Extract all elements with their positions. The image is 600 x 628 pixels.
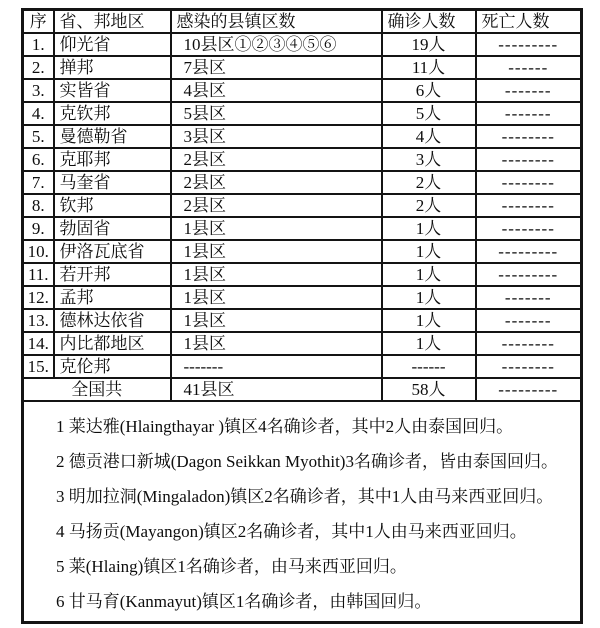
cell-districts: 1县区 — [171, 217, 382, 240]
cell-deaths: -------- — [476, 217, 582, 240]
cell-confirmed: 3人 — [382, 148, 476, 171]
cell-no: 3. — [23, 79, 54, 102]
cell-region: 仰光省 — [54, 33, 171, 56]
cell-deaths: -------- — [476, 171, 582, 194]
footnotes-cell — [23, 401, 582, 623]
cell-no: 2. — [23, 56, 54, 79]
cell-no: 8. — [23, 194, 54, 217]
cell-districts: 2县区 — [171, 148, 382, 171]
cell-region: 克伦邦 — [54, 355, 171, 378]
cell-deaths: --------- — [476, 33, 582, 56]
cell-deaths: -------- — [476, 355, 582, 378]
table-row — [23, 217, 582, 240]
cell-districts: 1县区 — [171, 240, 382, 263]
table-row — [23, 309, 582, 332]
cell-total-confirmed: 58人 — [382, 378, 476, 401]
footnote-line: 5 莱(Hlaing)镇区1名确诊者，由马来西亚回归。 — [56, 557, 407, 576]
footnote-line: 4 马扬贡(Mayangon)镇区2名确诊者，其中1人由马来西亚回归。 — [56, 522, 527, 541]
cell-confirmed: 2人 — [382, 194, 476, 217]
cell-districts: 1县区 — [171, 263, 382, 286]
col-header-no: 序 — [23, 10, 54, 34]
cell-confirmed: 19人 — [382, 33, 476, 56]
table-row — [23, 355, 582, 378]
cell-total-label: 全国共 — [23, 378, 171, 401]
cell-confirmed: 1人 — [382, 286, 476, 309]
cell-deaths: -------- — [476, 332, 582, 355]
cell-no: 11. — [23, 263, 54, 286]
cell-districts: 4县区 — [171, 79, 382, 102]
cell-districts: ------- — [171, 355, 382, 378]
cell-deaths: --------- — [476, 263, 582, 286]
col-header-deaths: 死亡人数 — [476, 10, 582, 34]
cell-no: 4. — [23, 102, 54, 125]
table-row — [23, 263, 582, 286]
cell-no: 1. — [23, 33, 54, 56]
table-row — [23, 125, 582, 148]
table-row — [23, 240, 582, 263]
col-header-confirmed: 确诊人数 — [382, 10, 476, 34]
cell-deaths: ------ — [476, 56, 582, 79]
cell-region: 若开邦 — [54, 263, 171, 286]
cell-deaths: -------- — [476, 194, 582, 217]
cell-districts: 2县区 — [171, 171, 382, 194]
cell-confirmed: 5人 — [382, 102, 476, 125]
cell-region: 德林达依省 — [54, 309, 171, 332]
cell-confirmed: 6人 — [382, 79, 476, 102]
cell-confirmed: 4人 — [382, 125, 476, 148]
table-row — [23, 171, 582, 194]
cell-confirmed: 2人 — [382, 171, 476, 194]
footnote-line: 3 明加拉洞(Mingaladon)镇区2名确诊者，其中1人由马来西亚回归。 — [56, 487, 554, 506]
table-total-row — [23, 378, 582, 401]
cell-region: 勃固省 — [54, 217, 171, 240]
cell-districts: 1县区 — [171, 309, 382, 332]
cell-districts: 1县区 — [171, 332, 382, 355]
cell-deaths: ------- — [476, 309, 582, 332]
table-row — [23, 332, 582, 355]
cell-confirmed: 1人 — [382, 263, 476, 286]
footnote-line: 1 莱达雅(Hlaingthayar )镇区4名确诊者，其中2人由泰国回归。 — [56, 417, 514, 436]
cell-deaths: ------- — [476, 79, 582, 102]
table-row — [23, 102, 582, 125]
cell-no: 15. — [23, 355, 54, 378]
table-row — [23, 148, 582, 171]
footnote-line: 2 德贡港口新城(Dagon Seikkan Myothit)3名确诊者，皆由泰国回归。 — [56, 452, 558, 471]
cell-confirmed: 1人 — [382, 332, 476, 355]
table-row — [23, 33, 582, 56]
table-row — [23, 56, 582, 79]
cell-region: 克钦邦 — [54, 102, 171, 125]
cell-no: 12. — [23, 286, 54, 309]
cell-confirmed: 1人 — [382, 309, 476, 332]
table-row — [23, 286, 582, 309]
cell-total-deaths: --------- — [476, 378, 582, 401]
cell-no: 6. — [23, 148, 54, 171]
cell-no: 13. — [23, 309, 54, 332]
cell-no: 5. — [23, 125, 54, 148]
cell-districts: 10县区①②③④⑤⑥ — [171, 33, 382, 56]
cell-no: 9. — [23, 217, 54, 240]
cell-confirmed: 1人 — [382, 217, 476, 240]
cell-region: 实皆省 — [54, 79, 171, 102]
cell-region: 曼德勒省 — [54, 125, 171, 148]
cell-region: 伊洛瓦底省 — [54, 240, 171, 263]
cell-districts: 1县区 — [171, 286, 382, 309]
cell-total-districts: 41县区 — [171, 378, 382, 401]
table-header-row — [23, 10, 582, 34]
cell-districts: 3县区 — [171, 125, 382, 148]
footnote-line: 6 甘马育(Kanmayut)镇区1名确诊者，由韩国回归。 — [56, 592, 432, 611]
cell-no: 10. — [23, 240, 54, 263]
cell-confirmed: 11人 — [382, 56, 476, 79]
table-row — [23, 194, 582, 217]
cell-region: 克耶邦 — [54, 148, 171, 171]
cell-no: 7. — [23, 171, 54, 194]
cell-districts: 2县区 — [171, 194, 382, 217]
table-row — [23, 79, 582, 102]
cell-deaths: -------- — [476, 148, 582, 171]
cell-region: 钦邦 — [54, 194, 171, 217]
cell-districts: 7县区 — [171, 56, 382, 79]
cell-deaths: --------- — [476, 240, 582, 263]
cell-region: 内比都地区 — [54, 332, 171, 355]
col-header-districts: 感染的县镇区数 — [171, 10, 382, 34]
cell-deaths: ------- — [476, 286, 582, 309]
cell-region: 孟邦 — [54, 286, 171, 309]
cell-confirmed: ------ — [382, 355, 476, 378]
col-header-region: 省、邦地区 — [54, 10, 171, 34]
footnotes-row — [23, 401, 582, 623]
cell-districts: 5县区 — [171, 102, 382, 125]
cell-deaths: ------- — [476, 102, 582, 125]
cell-region: 马奎省 — [54, 171, 171, 194]
cell-region: 掸邦 — [54, 56, 171, 79]
cell-deaths: -------- — [476, 125, 582, 148]
infection-statistics-table — [21, 8, 583, 624]
cell-no: 14. — [23, 332, 54, 355]
cell-confirmed: 1人 — [382, 240, 476, 263]
